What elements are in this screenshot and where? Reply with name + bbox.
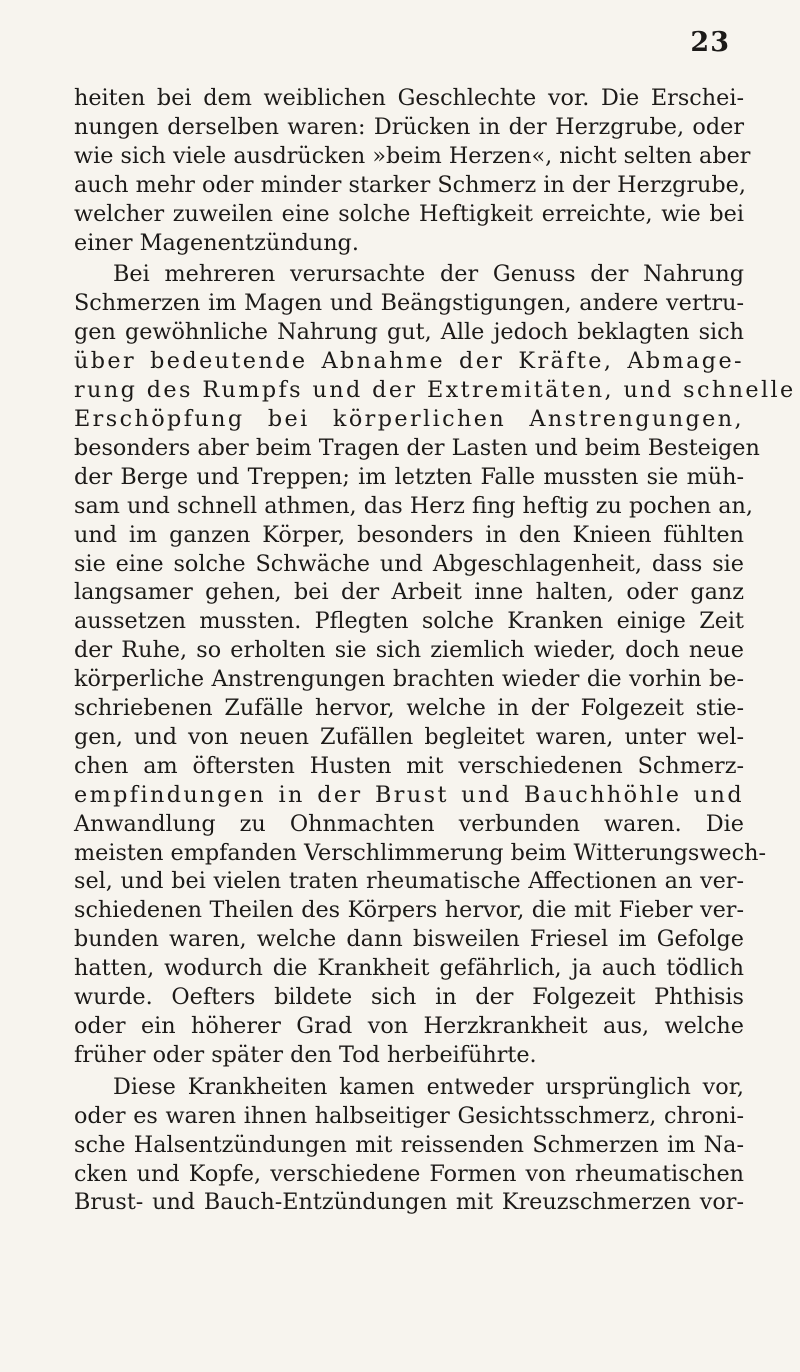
text-line: der Berge und Treppen; im letzten Falle mussten sie müh- [74,463,744,490]
paragraph-3 [74,1073,744,1218]
text-line: und im ganzen Körper, besonders in den Knieen fühlten [74,521,744,548]
text-line: Erschöpfung bei körperlichen Anstrengungen, [74,405,744,432]
text-line: oder es waren ihnen halbseitiger Gesichtsschmerz, chroni- [74,1102,744,1129]
text-line: Schmerzen im Magen und Beängstigungen, andere vertru- [74,290,744,317]
paragraph-1 [74,84,751,257]
page-number: 23 [690,27,730,58]
text-line: heiten bei dem weiblichen Geschlechte vor. Die Erschei- [74,85,744,111]
text-line: hatten, wodurch die Krankheit gefährlich, ja auch tödlich [74,955,744,982]
text-line: bunden waren, welche dann bisweilen Friesel im Gefolge [74,926,744,953]
text-line: Anwandlung zu Ohnmachten verbunden waren. Die [74,810,744,837]
text-line: langsamer gehen, bei der Arbeit inne halten, oder ganz [74,579,744,606]
text-line: Brust- und Bauch-Entzündungen mit Kreuzschmerzen vor- [74,1189,744,1216]
text-line: sche Halsentzündungen mit reissenden Schmerzen im Na- [74,1131,744,1158]
text-line: sel, und bei vielen traten rheumatische Affectionen an ver- [74,868,744,895]
body-text [74,84,796,1217]
text-line: empfindungen in der Brust und Bauchhöhle und [74,781,744,808]
text-line: sie eine solche Schwäche und Abgeschlagenheit, dass sie [74,550,744,577]
text-line: rung des Rumpfs und der Extremitäten, und schnelle [74,377,796,404]
text-line: schiedenen Theilen des Körpers hervor, die mit Fieber ver- [74,897,744,924]
text-line: früher oder später den Tod herbeiführte. [74,1041,537,1068]
text-line: der Ruhe, so erholten sie sich ziemlich wieder, doch neue [74,637,744,664]
text-line: körperliche Anstrengungen brachten wieder die vorhin be- [74,666,744,693]
text-line: über bedeutende Abnahme der Kräfte, Abmage- [74,348,744,375]
text-line: Diese Krankheiten kamen entweder ursprünglich vor, [113,1073,744,1100]
text-line: gen gewöhnliche Nahrung gut, Alle jedoch beklagten sich [74,319,744,346]
paragraph-2 [74,260,796,1069]
text-line: sam und schnell athmen, das Herz fing heftig zu pochen an, [74,492,753,519]
text-line: einer Magenentzündung. [74,229,359,256]
text-line: wurde. Oefters bildete sich in der Folgezeit Phthisis [74,984,744,1011]
text-line: oder ein höherer Grad von Herzkrankheit aus, welche [74,1013,744,1039]
text-line: auch mehr oder minder starker Schmerz in der Herzgrube, [74,171,746,198]
text-line: cken und Kopfe, verschiedene Formen von rheumatischen [74,1160,744,1187]
text-line: besonders aber beim Tragen der Lasten und beim Besteigen [74,434,760,461]
text-line: nungen derselben waren: Drücken in der Herzgrube, oder [74,113,744,140]
text-line: Bei mehreren verursachte der Genuss der Nahrung [113,261,744,288]
text-line: welcher zuweilen eine solche Heftigkeit erreichte, wie bei [74,200,744,227]
text-line: schriebenen Zufälle hervor, welche in der Folgezeit stie- [74,695,744,722]
text-line: aussetzen mussten. Pflegten solche Kranken einige Zeit [74,608,744,635]
text-line: meisten empfanden Verschlimmerung beim Witterungswech- [74,839,766,866]
text-line: chen am öftersten Husten mit verschiedenen Schmerz- [74,752,744,779]
text-line: wie sich viele ausdrücken »beim Herzen«, nicht selten aber [74,142,751,169]
text-line: gen, und von neuen Zufällen begleitet waren, unter wel- [74,723,744,750]
